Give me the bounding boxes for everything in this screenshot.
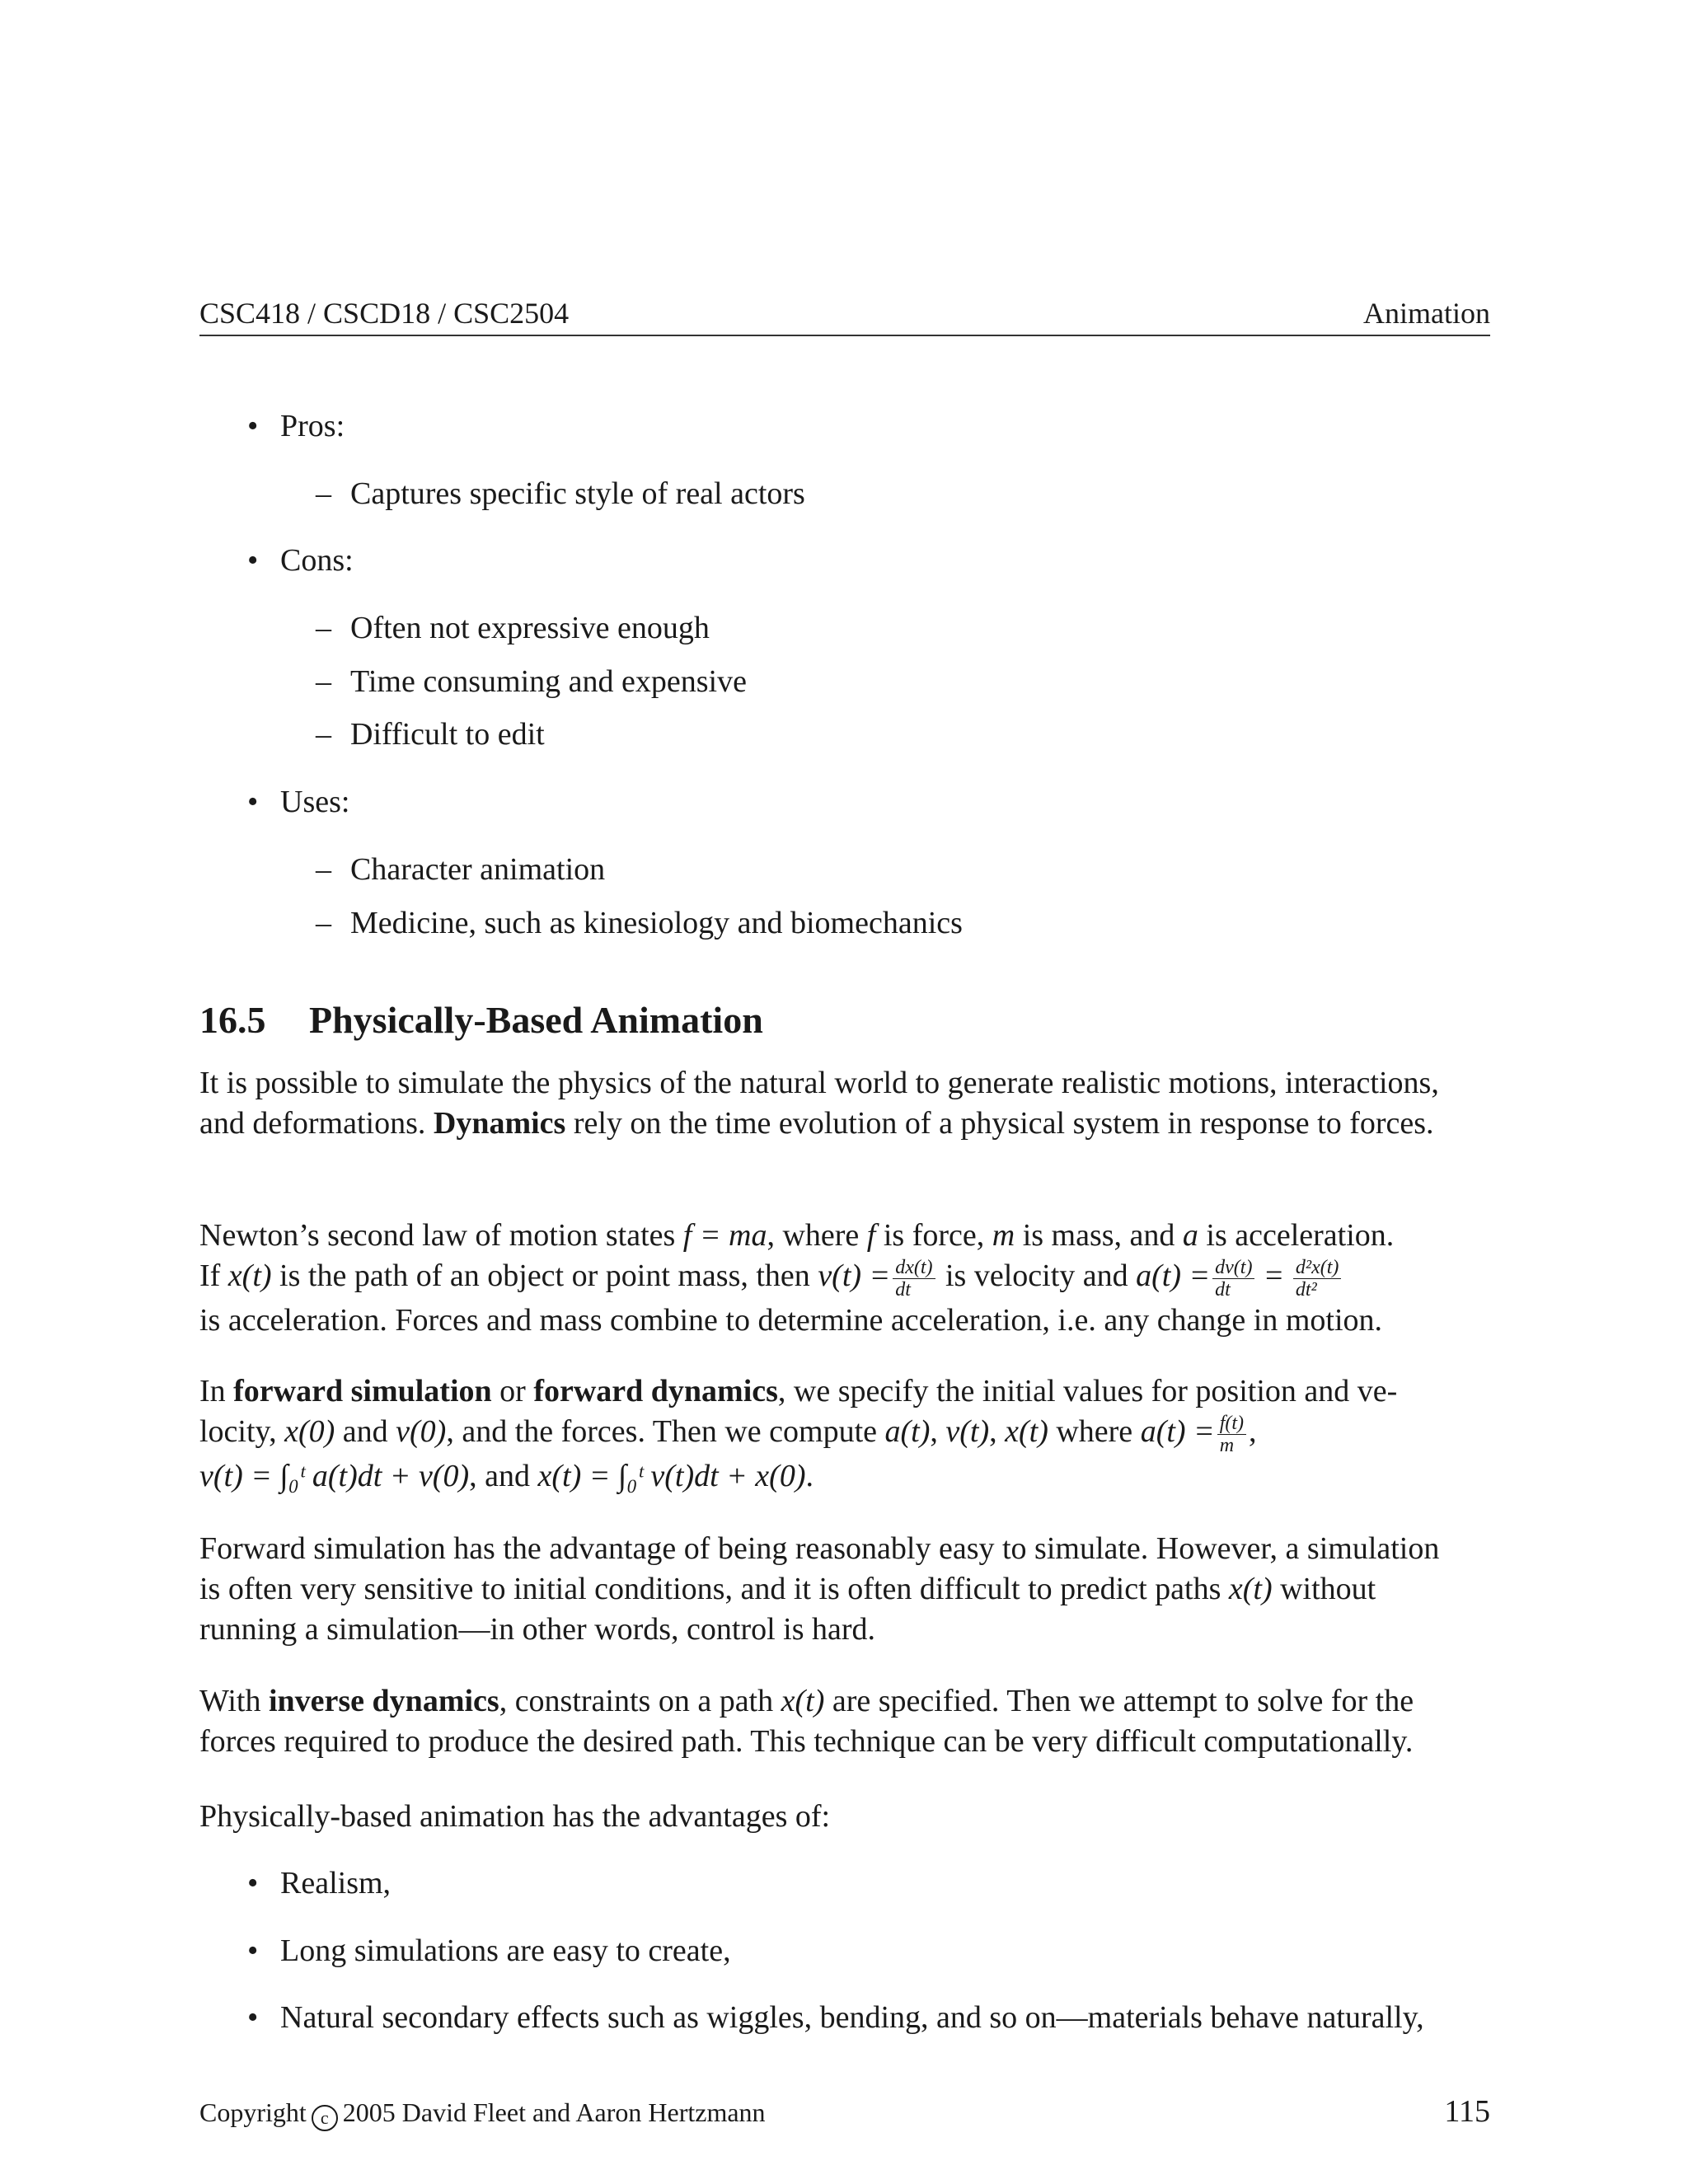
copyright-icon: c <box>312 2105 338 2131</box>
text-run: and deformations. <box>199 1106 434 1141</box>
list-item-text: Often not expressive enough <box>350 611 710 645</box>
math-inline: a(t) = <box>1136 1258 1211 1293</box>
paragraph-forward-dynamics <box>199 1371 1490 1497</box>
uses-label: Uses: <box>280 785 350 819</box>
paragraph-line <box>199 1456 1490 1497</box>
text-run: are specified. Then we attempt to solve for the <box>824 1684 1414 1718</box>
math-inline: m <box>992 1218 1015 1253</box>
fraction-denominator: dt <box>895 1278 911 1301</box>
term-forward-simulation: forward simulation <box>233 1374 492 1408</box>
math-fraction <box>1217 1413 1246 1456</box>
paragraph-line: Physically-based animation has the advantages of: <box>199 1799 831 1834</box>
math-inline: v(0) <box>396 1414 447 1449</box>
text-run: , we specify the initial values for position and ve- <box>777 1374 1398 1408</box>
text-run: In <box>199 1374 234 1408</box>
text-run: locity, <box>199 1414 285 1449</box>
pros-label: Pros: <box>280 409 345 443</box>
page-number: 115 <box>1444 2094 1490 2129</box>
copyright-authors: 2005 David Fleet and Aaron Hertzmann <box>342 2097 766 2127</box>
text-run: If <box>199 1258 228 1293</box>
math-inline: x(t) = ∫₀ᵗ v(t)dt + x(0) <box>537 1458 806 1493</box>
fraction-numerator: dx(t) <box>893 1257 935 1279</box>
paragraph-line <box>199 1104 1490 1144</box>
paragraph-line <box>199 1256 1490 1301</box>
dash-icon: – <box>316 664 331 699</box>
fraction-numerator: d²x(t) <box>1293 1257 1342 1279</box>
text-run: is the path of an object or point mass, then <box>271 1258 818 1293</box>
text-run: is mass, and <box>1015 1218 1183 1253</box>
text-run: , <box>989 1414 1006 1449</box>
text-run: With <box>199 1684 269 1718</box>
paragraph-line: Forward simulation has the advantage of being reasonably easy to simulate. However, a simulation <box>199 1531 1440 1566</box>
math-inline: x(t) <box>1228 1572 1273 1606</box>
paragraph-line <box>199 1371 1490 1412</box>
copyright-notice <box>199 2097 766 2131</box>
math-inline: f <box>866 1218 876 1253</box>
list-item-text: Character animation <box>350 852 606 887</box>
text-run: or <box>491 1374 534 1408</box>
paragraph-forward-sim-advantages <box>199 1529 1490 1650</box>
bullet-icon: • <box>247 785 259 819</box>
dash-icon: – <box>316 611 331 645</box>
page-footer <box>199 2093 1490 2131</box>
math-inline: x(t) <box>1005 1414 1048 1449</box>
section-title: Physically-Based Animation <box>309 999 763 1041</box>
math-inline: a <box>1182 1218 1198 1253</box>
paragraph-line: is acceleration. Forces and mass combine to determine acceleration, i.e. any change in motion. <box>199 1302 1383 1338</box>
fraction-denominator: m <box>1219 1434 1235 1456</box>
text-run: is often very sensitive to initial conditions, and it is often difficult to predict paths <box>199 1572 1229 1606</box>
fraction-numerator: dv(t) <box>1212 1257 1254 1279</box>
dash-icon: – <box>316 476 331 511</box>
term-forward-dynamics: forward dynamics <box>533 1374 778 1408</box>
math-inline: v(t) <box>945 1414 990 1449</box>
cons-label: Cons: <box>280 543 354 578</box>
math-inline: a(t) = <box>1140 1414 1215 1449</box>
bullet-icon: • <box>247 543 259 578</box>
copyright-label: Copyright <box>199 2097 307 2127</box>
text-run: , constraints on a path <box>499 1684 781 1718</box>
paragraph-inverse-dynamics <box>199 1681 1490 1762</box>
paragraph-line: It is possible to simulate the physics of the natural world to generate realistic motions, interactions, <box>199 1066 1439 1100</box>
term-dynamics: Dynamics <box>433 1106 566 1141</box>
paragraph-line <box>199 1569 1490 1610</box>
paragraph-line <box>199 1216 1490 1256</box>
list-item-text: Long simulations are easy to create, <box>280 1933 731 1968</box>
math-inline: x(t) <box>227 1258 272 1293</box>
math-fraction <box>1212 1257 1254 1301</box>
fraction-numerator: f(t) <box>1217 1413 1246 1435</box>
text-run: , <box>930 1414 946 1449</box>
bullet-icon: • <box>247 2000 259 2035</box>
section-number: 16.5 <box>199 999 266 1041</box>
text-run: rely on the time evolution of a physical system in response to forces. <box>565 1106 1434 1141</box>
math-inline: x(t) <box>781 1684 825 1718</box>
math-inline: x(0) <box>284 1414 335 1449</box>
fraction-denominator: dt <box>1215 1278 1231 1301</box>
math-inline: v(t) = <box>818 1258 891 1293</box>
list-item-text: Time consuming and expensive <box>350 664 747 699</box>
section-heading <box>199 996 763 1045</box>
dash-icon: – <box>316 717 331 752</box>
math-fraction <box>893 1257 935 1301</box>
text-run: without <box>1272 1572 1376 1606</box>
text-run: , and the forces. Then we compute <box>446 1414 885 1449</box>
math-fraction <box>1293 1257 1342 1301</box>
list-item-text: Natural secondary effects such as wiggles, bending, and so on—materials behave naturally, <box>280 2000 1424 2035</box>
term-inverse-dynamics: inverse dynamics <box>268 1684 499 1718</box>
text-run: = <box>1257 1258 1291 1293</box>
text-run: is velocity and <box>937 1258 1137 1293</box>
paragraph-intro <box>199 1063 1490 1144</box>
text-run: where <box>1048 1414 1141 1449</box>
dash-icon: – <box>316 906 331 940</box>
text-run: Newton’s second law of motion states <box>199 1218 683 1253</box>
list-item-text: Realism, <box>280 1866 392 1900</box>
text-run: , where <box>767 1218 867 1253</box>
text-run: , and <box>469 1458 538 1493</box>
course-codes: CSC418 / CSCD18 / CSC2504 <box>199 297 570 330</box>
list-item-text: Difficult to edit <box>350 717 545 752</box>
text-run: , <box>1249 1414 1257 1449</box>
running-header <box>199 292 1490 336</box>
paragraph-advantages-intro <box>199 1797 1490 1837</box>
paragraph-line: forces required to produce the desired path. This technique can be very difficult computationally. <box>199 1724 1414 1759</box>
paragraph-line <box>199 1412 1490 1456</box>
math-inline: f = ma <box>682 1218 767 1253</box>
math-inline: a(t) <box>884 1414 931 1449</box>
math-inline: v(t) = ∫₀ᵗ a(t)dt + v(0) <box>199 1458 470 1493</box>
fraction-denominator: dt² <box>1295 1278 1317 1301</box>
text-run: is acceleration. <box>1198 1218 1395 1253</box>
chapter-title: Animation <box>1363 297 1490 330</box>
text-run: . <box>805 1458 814 1493</box>
bullet-icon: • <box>247 1933 259 1968</box>
paragraph-line: running a simulation—in other words, control is hard. <box>199 1612 876 1647</box>
text-run: is force, <box>875 1218 992 1253</box>
list-item-text: Medicine, such as kinesiology and biomechanics <box>350 906 963 940</box>
text-run: and <box>335 1414 396 1449</box>
dash-icon: – <box>316 852 331 887</box>
bullet-icon: • <box>247 1866 259 1900</box>
paragraph-line <box>199 1681 1490 1722</box>
bullet-icon: • <box>247 409 259 443</box>
paragraph-newton <box>199 1216 1490 1341</box>
list-item-text: Captures specific style of real actors <box>350 476 805 511</box>
